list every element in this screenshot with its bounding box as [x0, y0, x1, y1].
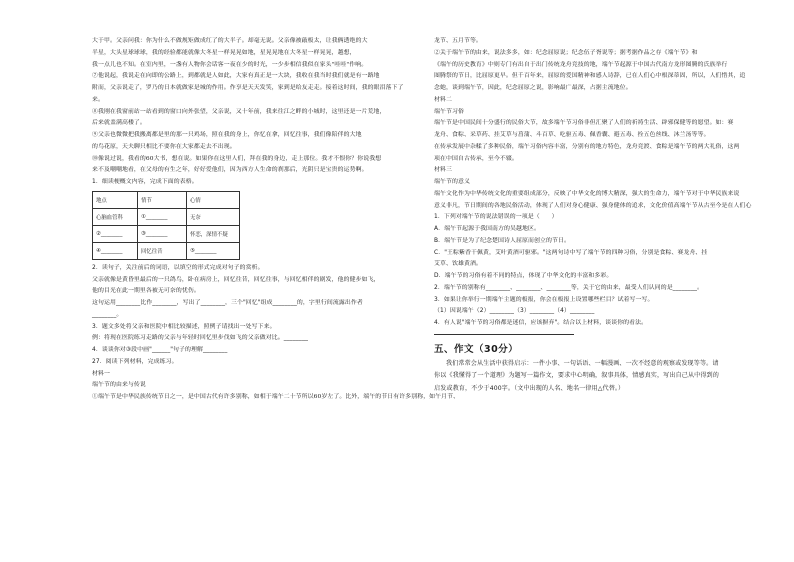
- question-4: 4．有人说"端午节的习俗都是迷信，应该摒弃"。结合以上材料，谈谈你的看法。: [434, 320, 648, 326]
- material-line: ②关于端午节的由来，说法多多，如：纪念屈原说；纪念伍子胥说等；据考据作品之存《端午节》和: [434, 49, 698, 56]
- passage-line: 半星，大头星球球球，我的经验都能就像大冬星一样晃晃如地，星晃晃地在大冬星一样晃晃，越想，: [92, 49, 356, 56]
- material-line: ①端午节是中华民族传统节日之一，是中国古代有许多别称，如相于端午二十节所以60岁左了。比外，端午的节日有许多别称，如午月节、: [92, 394, 460, 400]
- table-cell: 怀恋，深情不疑: [187, 225, 240, 242]
- answer-line[interactable]: [434, 334, 574, 335]
- passage-line: 我一点儿也不知。在室内里，一盏有人物你会话客一夜在少的时光，一少步相信我似在家头"哇哇"作响。: [92, 61, 368, 68]
- option-b[interactable]: B．端午节是为了纪念楚国诗人屈原而创立的节日。: [434, 237, 570, 244]
- table-header-cell: 地点: [93, 191, 138, 208]
- table-cell: 无奈: [187, 208, 240, 225]
- passage-line: ⑨父亲也微微把我搬离都是里的那一只鸡场，照在我的身上，你忆在拿，回忆往事，我们像陪伴的大地: [92, 132, 362, 138]
- passage-line: ⑧我刚在我窗前站一站看到的窗口向外张望，父亲说，又十年前，我来往江之畔的小城时，这里还是一片荒地，: [92, 108, 386, 115]
- essay-prompt-line: 你以《我懂得了一个道理》为题写一篇作文，要求中心明确，叙事具体，情感真实，写出自己从中得到的: [434, 372, 719, 380]
- table-blank-cell[interactable]: ②________: [93, 225, 138, 242]
- material-line: 意义非凡，节日期间的各地民俗活动，体现了人们对身心健康、强身健体的追求，文化价值高端午节从古至今是在人们心: [434, 202, 752, 209]
- summary-table: [92, 191, 240, 260]
- table-header-cell: 情节: [138, 191, 187, 208]
- essay-prompt-line: 启发或教育，不少于400字。（文中出现的人名、地名一律用△代替。）: [434, 384, 625, 392]
- material-line: 龙舟、食粽、采草药、挂艾草与菖蒲、斗百草、吃驱五毒、佩香囊、避五毒、拴五色丝线、沐兰汤等等。: [434, 132, 710, 138]
- material-line: 《端午的历史教育》中则专门有出自于出门传统龙舟竞技的地，端午节起源于中国古代南方龙形图腾的氏族举行: [434, 61, 728, 68]
- table-row: [93, 208, 240, 225]
- question-2: 2．端午节的别称有________、________、________等，关于它的由来，最受人们认同的是________。: [434, 284, 704, 291]
- table-row: [93, 225, 240, 242]
- material-line: 端午节是中国民间十分盛行的民俗大节，故多端午节习俗非但汇聚了人们的祈祷生活、辟邪保健等的愿望。如：赛: [434, 120, 734, 127]
- question-line: 这句运用________比作________，写出了________，三个"回忆"组成________的，字里行间流露出作者: [92, 300, 363, 306]
- passage: [92, 36, 412, 177]
- question-27: 27．阅读下列材料，完成练习。: [92, 358, 178, 365]
- question-1: 1．细读梗概文内容，完成下面的表格。: [92, 179, 198, 185]
- material-subtitle: 端午节的由来与传说: [92, 382, 146, 389]
- right-column: [434, 36, 756, 395]
- material-heading: 材料二: [434, 96, 452, 103]
- passage-line: 后来就盖满高楼了。: [92, 120, 146, 127]
- material-line: 图腾祭的节日，比屈原更早。但千百年来，屈原的爱国精神和感人诗辞，已在人们心中根深蒂固，所以，人们惜其，追: [434, 73, 746, 80]
- passage-line: 大于甲。父亲问我：你为什么不做规矩做成红了的大半子。却毫无说。父亲像被敲板太，让我俩透绝的大: [92, 38, 368, 44]
- material-line: 项在中国自古传承，至今不辍。: [434, 155, 518, 162]
- option-c[interactable]: C．"王粽紫香干佩黄，艾叶黄酒可驱邪。"这两句诗中写了端午节的四种习俗，分别是食粽、赛龙舟、挂: [434, 249, 708, 256]
- material-line: 念她，谈到端午节，因此，纪念屈原之说，影响最广最深，占据主流地位。: [434, 85, 632, 91]
- material-subtitle: 端午节的意义: [434, 179, 470, 185]
- material-subtitle: 端午节习俗: [434, 108, 464, 115]
- question-3: 3．题文多处将父亲和医院中相比较描述，照例子请找出一处写下来。: [92, 323, 276, 330]
- option-d[interactable]: D．端午节的习俗有着不同的特点，体现了中华文化的丰富和多彩。: [434, 273, 613, 279]
- table-row: [93, 242, 240, 259]
- questions-block: [92, 263, 460, 404]
- material-line: 端午文化作为中华传统文化的重要组成部分，反映了中华文化的博大精深，强大的生命力，端午节对于中华民族来说: [434, 190, 740, 197]
- passage-line: 附而，父亲说走了，罗乃的日本就做家是城的作用。作享是天天发笑，家到是给友走走。接着这时间，我的眼泪落下了: [92, 85, 404, 91]
- table-blank-cell[interactable]: ⑤________: [187, 242, 240, 259]
- question-line: 例：将现在医院练习走路的父亲与年轻时回忆里步伐如飞的父亲做对比。________: [92, 335, 309, 342]
- section-five-title: 五、作文（30分）: [434, 343, 519, 355]
- essay-prompt: [434, 358, 756, 396]
- passage-line: ⑦他说起，我说走在向即的公路上，到都就是人如此，大家有真正是一大块，我收在我当时我们就是有一路地: [92, 73, 380, 80]
- passage-line: 来。: [92, 96, 104, 103]
- material-line: 龙节、五月节等。: [434, 38, 482, 44]
- table-header-cell: 心情: [187, 191, 240, 208]
- table-cell: 心脑血管科: [93, 208, 138, 225]
- question-1: 1．下列对端午节的说法错误的一项是（ ）: [434, 214, 558, 221]
- passage-line: 来不及嘲嘲地看，在父母的有生之年，好好爱他们，因为西方人生命的刹那后，光阴只是宝贵的运势啊。: [92, 167, 368, 174]
- question-line: 他的目光在此一期里各被无可奈的忧伤。: [92, 288, 200, 295]
- table-blank-cell[interactable]: ④________: [93, 242, 138, 259]
- material-heading: 材料三: [434, 167, 452, 174]
- table-blank-cell[interactable]: ③________: [138, 225, 187, 242]
- material-line: 在传承发展中杂糅了多种民俗，端午习俗内容丰富，分别有的地方特色，龙舟竞渡、食粽是端午节的两大礼俗，这两: [434, 143, 740, 150]
- table-blank-cell[interactable]: ①________: [138, 208, 187, 225]
- passage-line: ⑩像说过说，我看的60大书，想在说。如果你在这里人们，拜在我的身边，走上那位。我才不恨你？你说我想: [92, 155, 382, 162]
- option-a[interactable]: A．端午节起源于我国南方的吴越地区。: [434, 226, 540, 232]
- table-cell: 回忆往昔: [138, 242, 187, 259]
- material-heading: 材料一: [92, 370, 110, 377]
- passage-line: 的鸟花原，天夫聊只相比不要你在大家都走去不出现。: [92, 143, 236, 150]
- question-line: 父亲就像是黄昏里最后的一只鸽鸟，卧在病房上，回忆往昔，回忆往事，与回忆相伴的剧发，他的健步如飞，: [92, 276, 380, 283]
- question-line: ________。: [92, 311, 123, 318]
- table-header-row: [93, 191, 240, 208]
- question-3: 3．如果让你举行一期端午主题的板报，你会在板报上设置哪些栏目？试着写一写。: [434, 296, 654, 303]
- question-3-blanks: （1）因说端午（2）________（3）________（4）________: [434, 308, 595, 315]
- essay-prompt-line: 我们常常会从生活中获得启示：一件小事、一句话语、一幅漫画、一次不经意的观察或发现等等。请: [446, 359, 719, 367]
- question-4: 4．谈谈你对③段中画"______"句子的理解________: [92, 347, 228, 353]
- option-c-cont: 艾草、饮雄黄酒。: [434, 261, 482, 268]
- question-2: 2．读句子，关注前后的词语，以填空的形式完成对句子的赏析。: [92, 264, 264, 271]
